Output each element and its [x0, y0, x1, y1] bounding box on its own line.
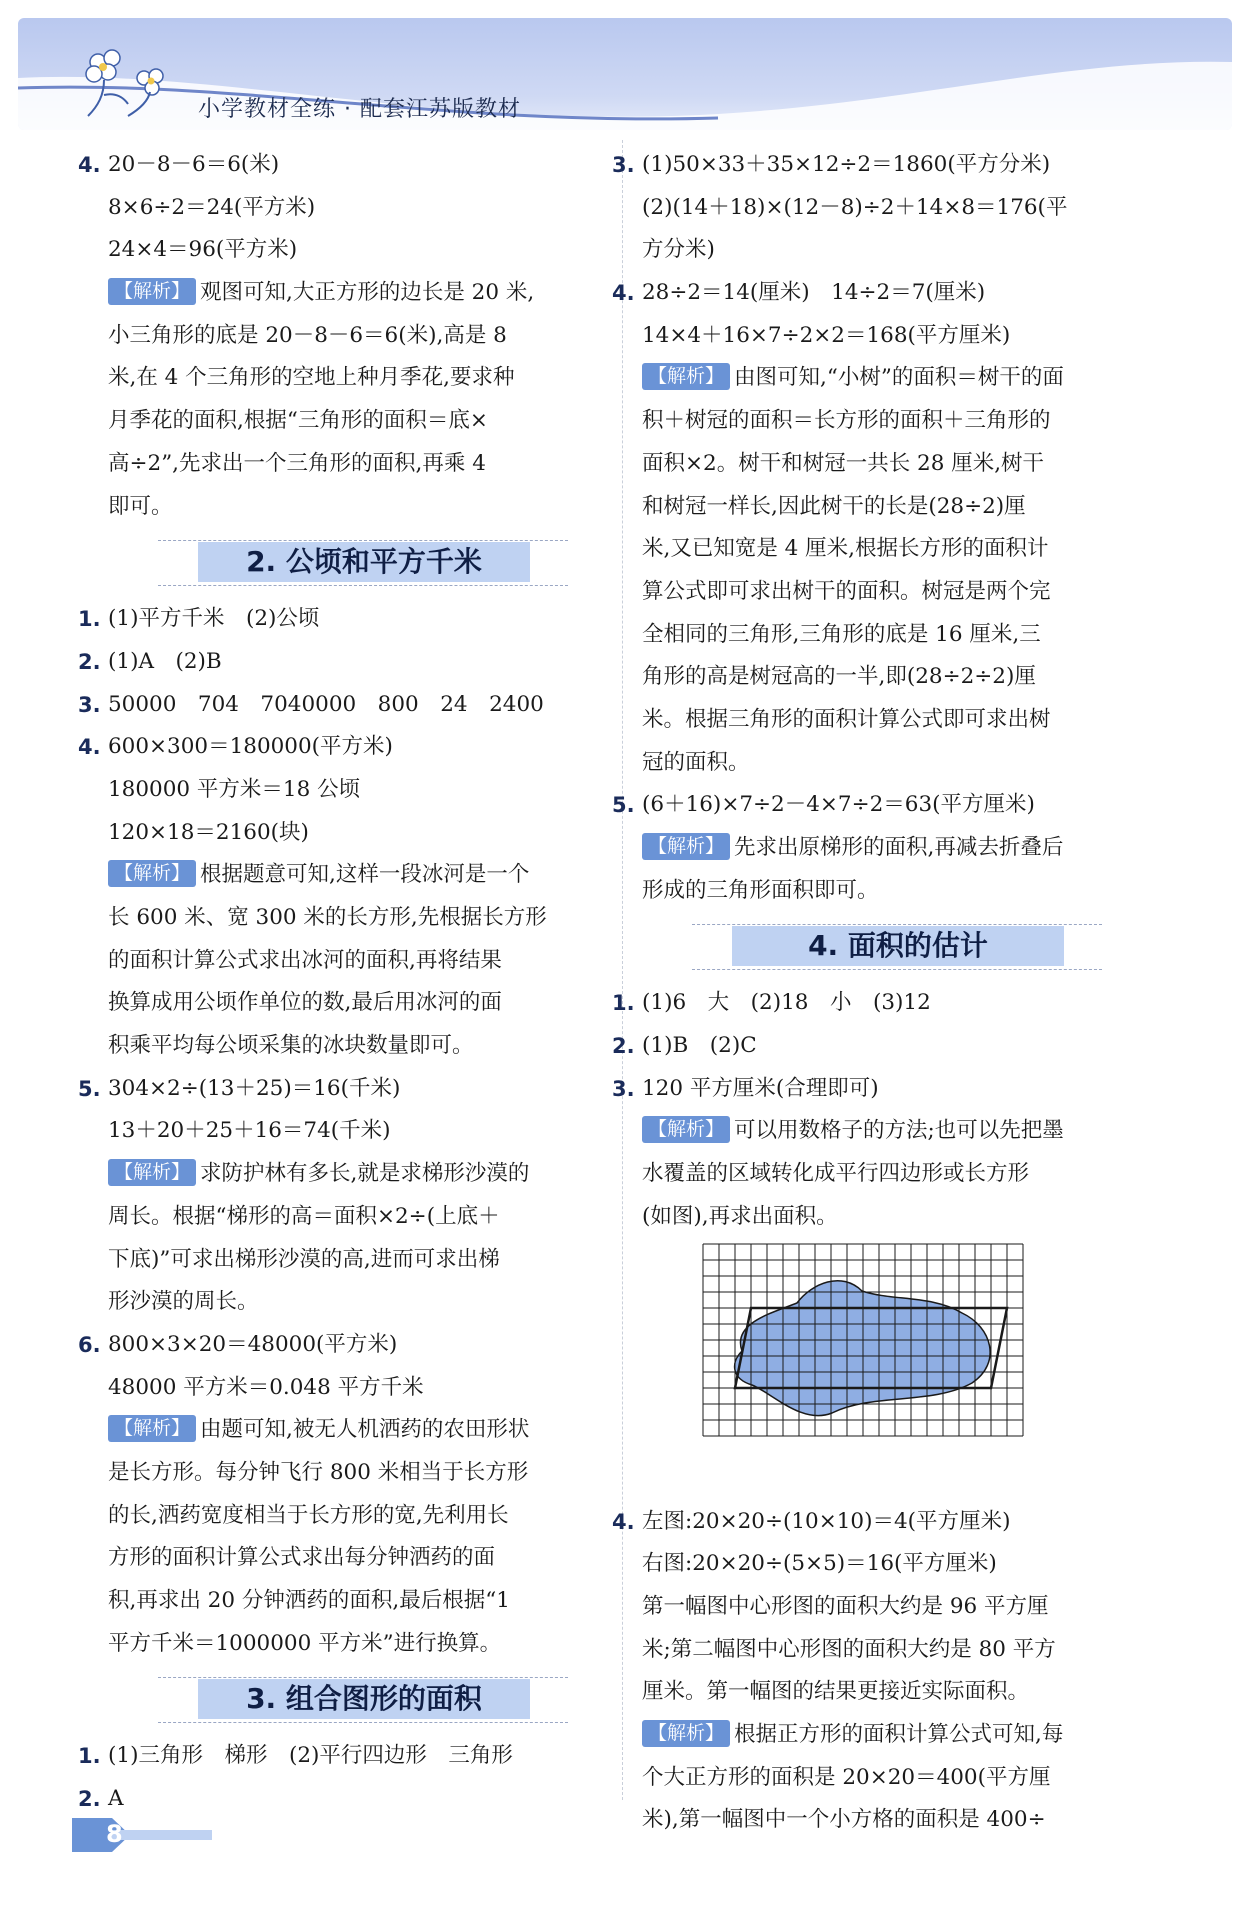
- line-text: (1)B (2)C: [642, 1033, 757, 1059]
- line-text: 方形的面积计算公式求出每分钟洒药的面: [108, 1545, 496, 1571]
- analysis-tag: 【解析】: [642, 363, 730, 390]
- analysis-tag: 【解析】: [642, 833, 730, 860]
- line-text: (1)A (2)B: [108, 648, 222, 674]
- line-text: 厘米。第一幅图的结果更接近实际面积。: [642, 1679, 1030, 1705]
- section-title: 4. 面积的估计: [732, 926, 1064, 966]
- answer-item: [612, 1501, 1142, 1544]
- line-text: 由图可知,“小树”的面积＝树干的面: [734, 365, 1064, 391]
- item-number: 3.: [612, 1076, 635, 1101]
- section-heading: [642, 912, 1142, 982]
- answer-line: [108, 486, 608, 529]
- answer-item: [78, 1735, 608, 1778]
- answer-line: [108, 315, 608, 358]
- answer-item: [78, 641, 608, 684]
- answer-line: [642, 486, 1142, 529]
- answer-line: [108, 769, 608, 812]
- line-text: 积乘平均每公顷采集的冰块数量即可。: [108, 1033, 474, 1059]
- answer-line: [108, 1623, 608, 1666]
- answer-item: [612, 272, 1142, 315]
- line-text: (1)6 大 (2)18 小 (3)12: [642, 990, 931, 1016]
- line-text: 14×4＋16×7÷2×2＝168(平方厘米): [642, 322, 1011, 348]
- line-text: (2)(14＋18)×(12－8)÷2＋14×8＝176(平: [642, 194, 1068, 220]
- item-number: 2.: [78, 649, 101, 674]
- answer-line: [642, 400, 1142, 443]
- line-text: 根据正方形的面积计算公式可知,每: [734, 1721, 1064, 1747]
- line-text: 先求出原梯形的面积,再减去折叠后: [734, 835, 1064, 860]
- line-text: 和树冠一样长,因此树干的长是(28÷2)厘: [642, 493, 1026, 519]
- answer-item: [612, 784, 1142, 827]
- analysis-line: [642, 1110, 1142, 1153]
- analysis-line: [108, 1409, 608, 1452]
- answer-line: [108, 229, 608, 272]
- answer-line: [642, 315, 1142, 358]
- analysis-line: [108, 1153, 608, 1196]
- line-text: 第一幅图中心形图的面积大约是 96 平方厘: [642, 1593, 1049, 1619]
- answer-line: [108, 1281, 608, 1324]
- line-text: 24×4＝96(平方米): [108, 237, 298, 263]
- answer-line: [642, 742, 1142, 785]
- analysis-line: [108, 854, 608, 897]
- page-header: [18, 18, 1232, 130]
- line-text: A: [108, 1786, 124, 1812]
- section-title: 3. 组合图形的面积: [198, 1679, 530, 1719]
- line-text: 120×18＝2160(块): [108, 819, 309, 845]
- analysis-tag: 【解析】: [642, 1116, 730, 1143]
- line-text: (1)三角形 梯形 (2)平行四边形 三角形: [108, 1743, 513, 1769]
- item-number: 1.: [78, 607, 101, 632]
- answer-line: [108, 400, 608, 443]
- line-text: 的长,洒药宽度相当于长方形的宽,先利用长: [108, 1502, 509, 1528]
- line-text: 的面积计算公式求出冰河的面积,再将结果: [108, 947, 502, 973]
- answer-line: [108, 1239, 608, 1282]
- answer-line: [108, 897, 608, 940]
- right-column: [612, 144, 1142, 1842]
- answer-line: [108, 1580, 608, 1623]
- answer-line: [108, 1196, 608, 1239]
- answer-line: [108, 812, 608, 855]
- line-text: 可以用数格子的方法;也可以先把墨: [734, 1118, 1064, 1144]
- line-text: 形成的三角形面积即可。: [642, 877, 879, 903]
- line-text: 右图:20×20÷(5×5)＝16(平方厘米): [642, 1551, 997, 1577]
- item-number: 1.: [612, 991, 635, 1016]
- answer-line: [108, 187, 608, 230]
- line-text: 平方千米＝1000000 平方米”进行换算。: [108, 1630, 502, 1656]
- line-text: 由题可知,被无人机洒药的农田形状: [200, 1417, 530, 1443]
- line-text: 积,再求出 20 分钟洒药的面积,最后根据“1: [108, 1588, 510, 1613]
- answer-item: [78, 1778, 608, 1821]
- line-text: 根据题意可知,这样一段冰河是一个: [200, 862, 530, 888]
- line-text: 20－8－6＝6(米): [108, 152, 280, 177]
- line-text: 下底)”可求出梯形沙漠的高,进而可求出梯: [108, 1246, 500, 1272]
- item-number: 1.: [78, 1744, 101, 1769]
- answer-line: [642, 656, 1142, 699]
- line-text: 积＋树冠的面积＝长方形的面积＋三角形的: [642, 408, 1051, 434]
- item-number: 5.: [78, 1076, 101, 1101]
- line-text: (1)平方千米 (2)公顷: [108, 606, 320, 632]
- line-text: 米,在 4 个三角形的空地上种月季花,要求种: [108, 365, 515, 391]
- answer-line: [108, 1367, 608, 1410]
- answer-line: [108, 357, 608, 400]
- line-text: 个大正方形的面积是 20×20＝400(平方厘: [642, 1764, 1051, 1790]
- line-text: 米。根据三角形的面积计算公式即可求出树: [642, 706, 1051, 732]
- answer-line: [108, 1110, 608, 1153]
- answer-line: [642, 1153, 1142, 1196]
- section-title: 2. 公顷和平方千米: [198, 542, 530, 582]
- answer-line: [108, 982, 608, 1025]
- answer-line: [108, 1452, 608, 1495]
- item-number: 4.: [612, 281, 635, 306]
- section-heading: [108, 1665, 608, 1735]
- answer-line: [642, 699, 1142, 742]
- line-text: 是长方形。每分钟飞行 800 米相当于长方形: [108, 1459, 529, 1485]
- answer-item: [612, 1068, 1142, 1111]
- answer-line: [108, 940, 608, 983]
- answer-line: [642, 528, 1142, 571]
- line-text: 周长。根据“梯形的高＝面积×2÷(上底＋: [108, 1203, 500, 1229]
- answer-line: [108, 1495, 608, 1538]
- analysis-tag: 【解析】: [108, 860, 196, 887]
- answer-line: [642, 1671, 1142, 1714]
- answer-line: [642, 229, 1142, 272]
- line-text: 180000 平方米＝18 公顷: [108, 776, 361, 802]
- item-number: 4.: [78, 153, 101, 177]
- line-text: (6＋16)×7÷2－4×7÷2＝63(平方厘米): [642, 792, 1035, 818]
- analysis-line: [642, 827, 1142, 870]
- analysis-tag: 【解析】: [642, 1720, 730, 1747]
- answer-line: [108, 1025, 608, 1068]
- answer-line: [108, 443, 608, 486]
- answer-line: [642, 1196, 1142, 1239]
- analysis-tag: 【解析】: [108, 1415, 196, 1442]
- item-number: 6.: [78, 1332, 101, 1357]
- answer-line: [642, 870, 1142, 913]
- header-title: 小学教材全练 · 配套江苏版教材: [198, 97, 521, 122]
- line-text: 即可。: [108, 493, 173, 519]
- answer-item: [78, 1068, 608, 1111]
- item-number: 5.: [612, 793, 635, 818]
- analysis-line: [642, 357, 1142, 400]
- answer-line: [642, 571, 1142, 614]
- line-text: 面积×2。树干和树冠一共长 28 厘米,树干: [642, 450, 1045, 476]
- analysis-line: [642, 1714, 1142, 1757]
- line-text: 全相同的三角形,三角形的底是 16 厘米,三: [642, 621, 1041, 647]
- answer-item: [612, 1025, 1142, 1068]
- flower-icon: [68, 40, 178, 120]
- line-text: (1)50×33＋35×12÷2＝1860(平方分米): [642, 152, 1051, 177]
- line-text: 左图:20×20÷(10×10)＝4(平方厘米): [642, 1508, 1011, 1534]
- line-text: 长 600 米、宽 300 米的长方形,先根据长方形: [108, 905, 547, 930]
- item-number: 4.: [78, 735, 101, 760]
- item-number: 3.: [78, 692, 101, 717]
- answer-line: [642, 187, 1142, 230]
- line-text: 8×6÷2＝24(平方米): [108, 194, 316, 220]
- line-text: 水覆盖的区域转化成平行四边形或长方形: [642, 1161, 1030, 1187]
- answer-line: [642, 1629, 1142, 1672]
- section-heading: [108, 528, 608, 598]
- line-text: 换算成用公顷作单位的数,最后用冰河的面: [108, 990, 502, 1016]
- item-number: 4.: [612, 1509, 635, 1534]
- analysis-tag: 【解析】: [108, 1159, 196, 1186]
- ink-blob-grid-figure: [642, 1243, 1142, 1493]
- left-column: [78, 144, 608, 1821]
- line-text: 高÷2”,先求出一个三角形的面积,再乘 4: [108, 450, 486, 476]
- item-number: 3.: [612, 153, 635, 177]
- line-text: 观图可知,大正方形的边长是 20 米,: [200, 280, 535, 306]
- line-text: 28÷2＝14(厘米) 14÷2＝7(厘米): [642, 280, 986, 306]
- column-divider: [622, 140, 623, 1800]
- line-text: 形沙漠的周长。: [108, 1289, 259, 1315]
- answer-line: [642, 443, 1142, 486]
- page-number: 8: [106, 1820, 123, 1848]
- answer-item: [78, 684, 608, 727]
- line-text: 48000 平方米＝0.048 平方千米: [108, 1374, 424, 1400]
- grid-figure: [702, 1243, 1024, 1437]
- line-text: 月季花的面积,根据“三角形的面积＝底×: [108, 408, 488, 434]
- line-text: 米,又已知宽是 4 厘米,根据长方形的面积计: [642, 536, 1049, 562]
- line-text: 304×2÷(13＋25)＝16(千米): [108, 1075, 401, 1101]
- answer-line: [108, 1537, 608, 1580]
- line-text: 米;第二幅图中心形图的面积大约是 80 平方: [642, 1636, 1056, 1662]
- line-text: 米),第一幅图中一个小方格的面积是 400÷: [642, 1807, 1046, 1833]
- page-number-badge: [72, 1818, 212, 1852]
- line-text: 50000 704 7040000 800 24 2400: [108, 691, 544, 717]
- answer-line: [642, 1757, 1142, 1800]
- line-text: 冠的面积。: [642, 749, 750, 775]
- answer-item: [612, 144, 1142, 187]
- analysis-line: [108, 272, 608, 315]
- answer-line: [642, 614, 1142, 657]
- line-text: 方分米): [642, 237, 715, 263]
- analysis-tag: 【解析】: [108, 278, 196, 305]
- line-text: 600×300＝180000(平方米): [108, 734, 393, 760]
- answer-item: [612, 982, 1142, 1025]
- answer-item: [78, 1324, 608, 1367]
- answer-item: [78, 726, 608, 769]
- item-number: 2.: [612, 1034, 635, 1059]
- answer-line: [642, 1799, 1142, 1842]
- answer-item: [78, 144, 608, 187]
- answer-item: [78, 598, 608, 641]
- line-text: 小三角形的底是 20－8－6＝6(米),高是 8: [108, 322, 507, 348]
- line-text: 角形的高是树冠高的一半,即(28÷2÷2)厘: [642, 664, 1036, 690]
- line-text: 800×3×20＝48000(平方米): [108, 1331, 398, 1357]
- line-text: 13＋20＋25＋16＝74(千米): [108, 1118, 391, 1144]
- line-text: 120 平方厘米(合理即可): [642, 1075, 879, 1101]
- line-text: 算公式即可求出树干的面积。树冠是两个完: [642, 578, 1051, 604]
- answer-line: [642, 1586, 1142, 1629]
- line-text: 求防护林有多长,就是求梯形沙漠的: [200, 1161, 530, 1187]
- item-number: 2.: [78, 1787, 101, 1812]
- answer-line: [642, 1543, 1142, 1586]
- line-text: (如图),再求出面积。: [642, 1203, 838, 1229]
